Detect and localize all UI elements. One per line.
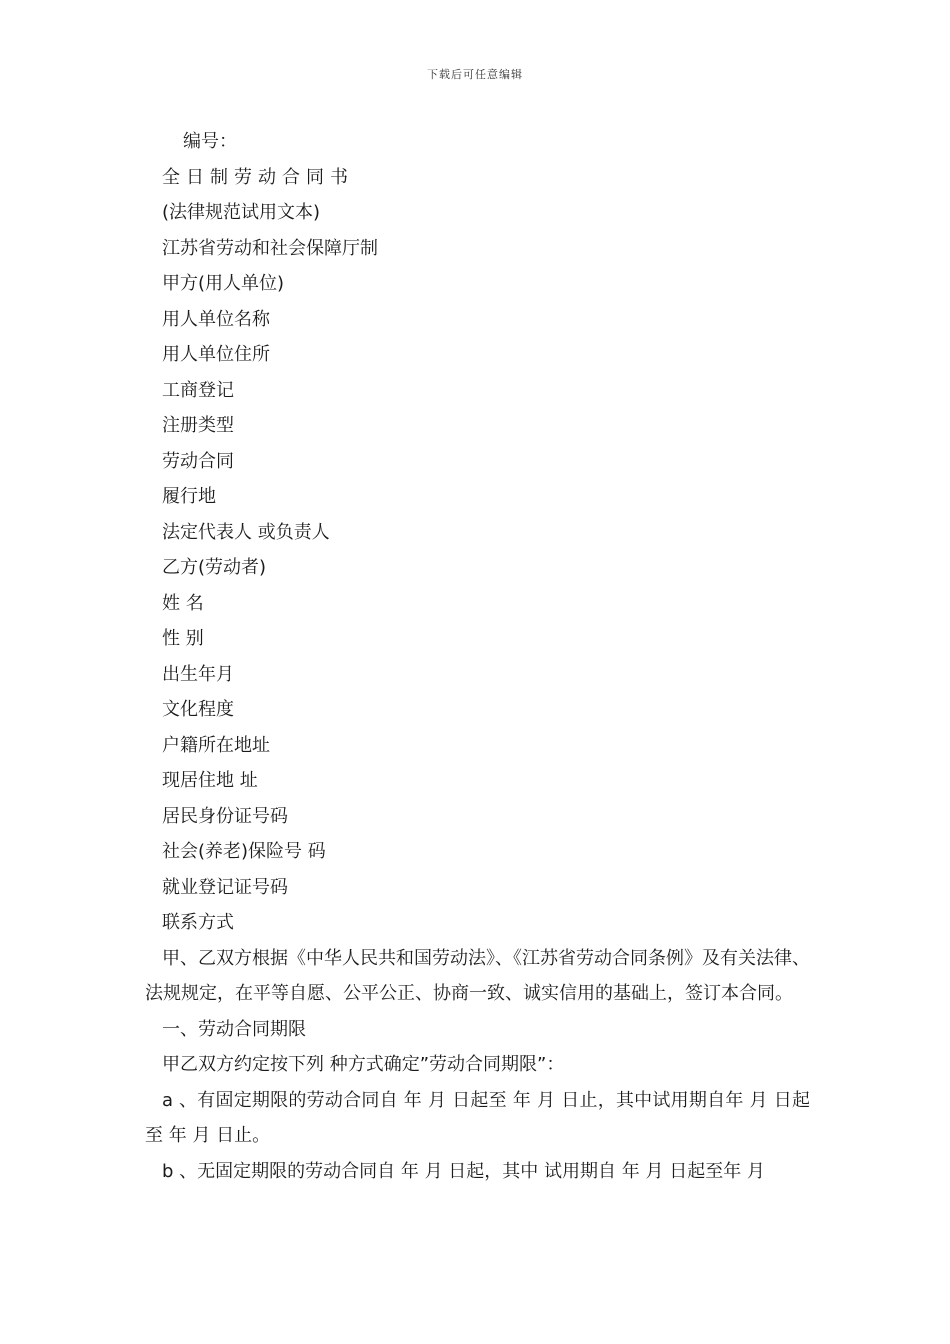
party-b-field: 社会(养老)保险号 码 <box>162 841 326 862</box>
preamble-paragraph: 甲、乙双方根据《中华人民共和国劳动法》、《江苏省劳动合同条例》及有关法律、法规规定，在平等自愿、公平公正、协商一致、诚实信用的基础上，签订本合同。 <box>145 947 810 1004</box>
party-a-field: 注册类型 <box>162 415 234 436</box>
section-1-intro: 甲乙双方约定按下列 种方式确定”劳动合同期限”： <box>162 1054 565 1075</box>
party-b-field: 出生年月 <box>162 663 234 685</box>
section-1-option-b: b 、无固定期限的劳动合同自 年 月 日起，其中 试用期自 年 月 日起至年 月 <box>162 1160 765 1182</box>
contract-title: 全日制劳动合同书 <box>162 166 354 188</box>
party-a-field: 工商登记 <box>162 379 234 401</box>
party-b-field: 联系方式 <box>162 912 234 933</box>
party-a-field: 用人单位住所 <box>162 344 270 365</box>
contract-document <box>145 124 810 1189</box>
party-a-field: 劳动合同 <box>162 450 234 472</box>
section-1-heading: 一、劳动合同期限 <box>162 1018 306 1040</box>
party-b-field: 文化程度 <box>162 699 234 720</box>
party-b-field: 现居住地 址 <box>162 770 258 791</box>
serial-number-label: 编号： <box>183 131 237 152</box>
party-a-heading: 甲方(用人单位) <box>162 273 285 294</box>
contract-subtitle: (法律规范试用文本) <box>162 202 321 223</box>
party-b-heading: 乙方(劳动者) <box>162 557 267 578</box>
party-a-field: 履行地 <box>162 486 216 507</box>
party-b-field: 居民身份证号码 <box>162 805 288 827</box>
party-a-field: 法定代表人 或负责人 <box>162 521 330 543</box>
issuer-line: 江苏省劳动和社会保障厅制 <box>162 237 378 259</box>
page-header-note: 下载后可任意编辑 <box>427 68 523 81</box>
section-1-option-a: a 、有固定期限的劳动合同自 年 月 日起至 年 月 日止，其中试用期自年 月 日起至 年 月 日止。 <box>145 1089 810 1146</box>
party-b-field: 户籍所在地址 <box>162 734 270 756</box>
party-b-field: 姓 名 <box>162 592 204 614</box>
party-a-field: 用人单位名称 <box>162 308 270 330</box>
party-b-field: 就业登记证号码 <box>162 876 288 898</box>
party-b-field: 性 别 <box>162 628 204 649</box>
